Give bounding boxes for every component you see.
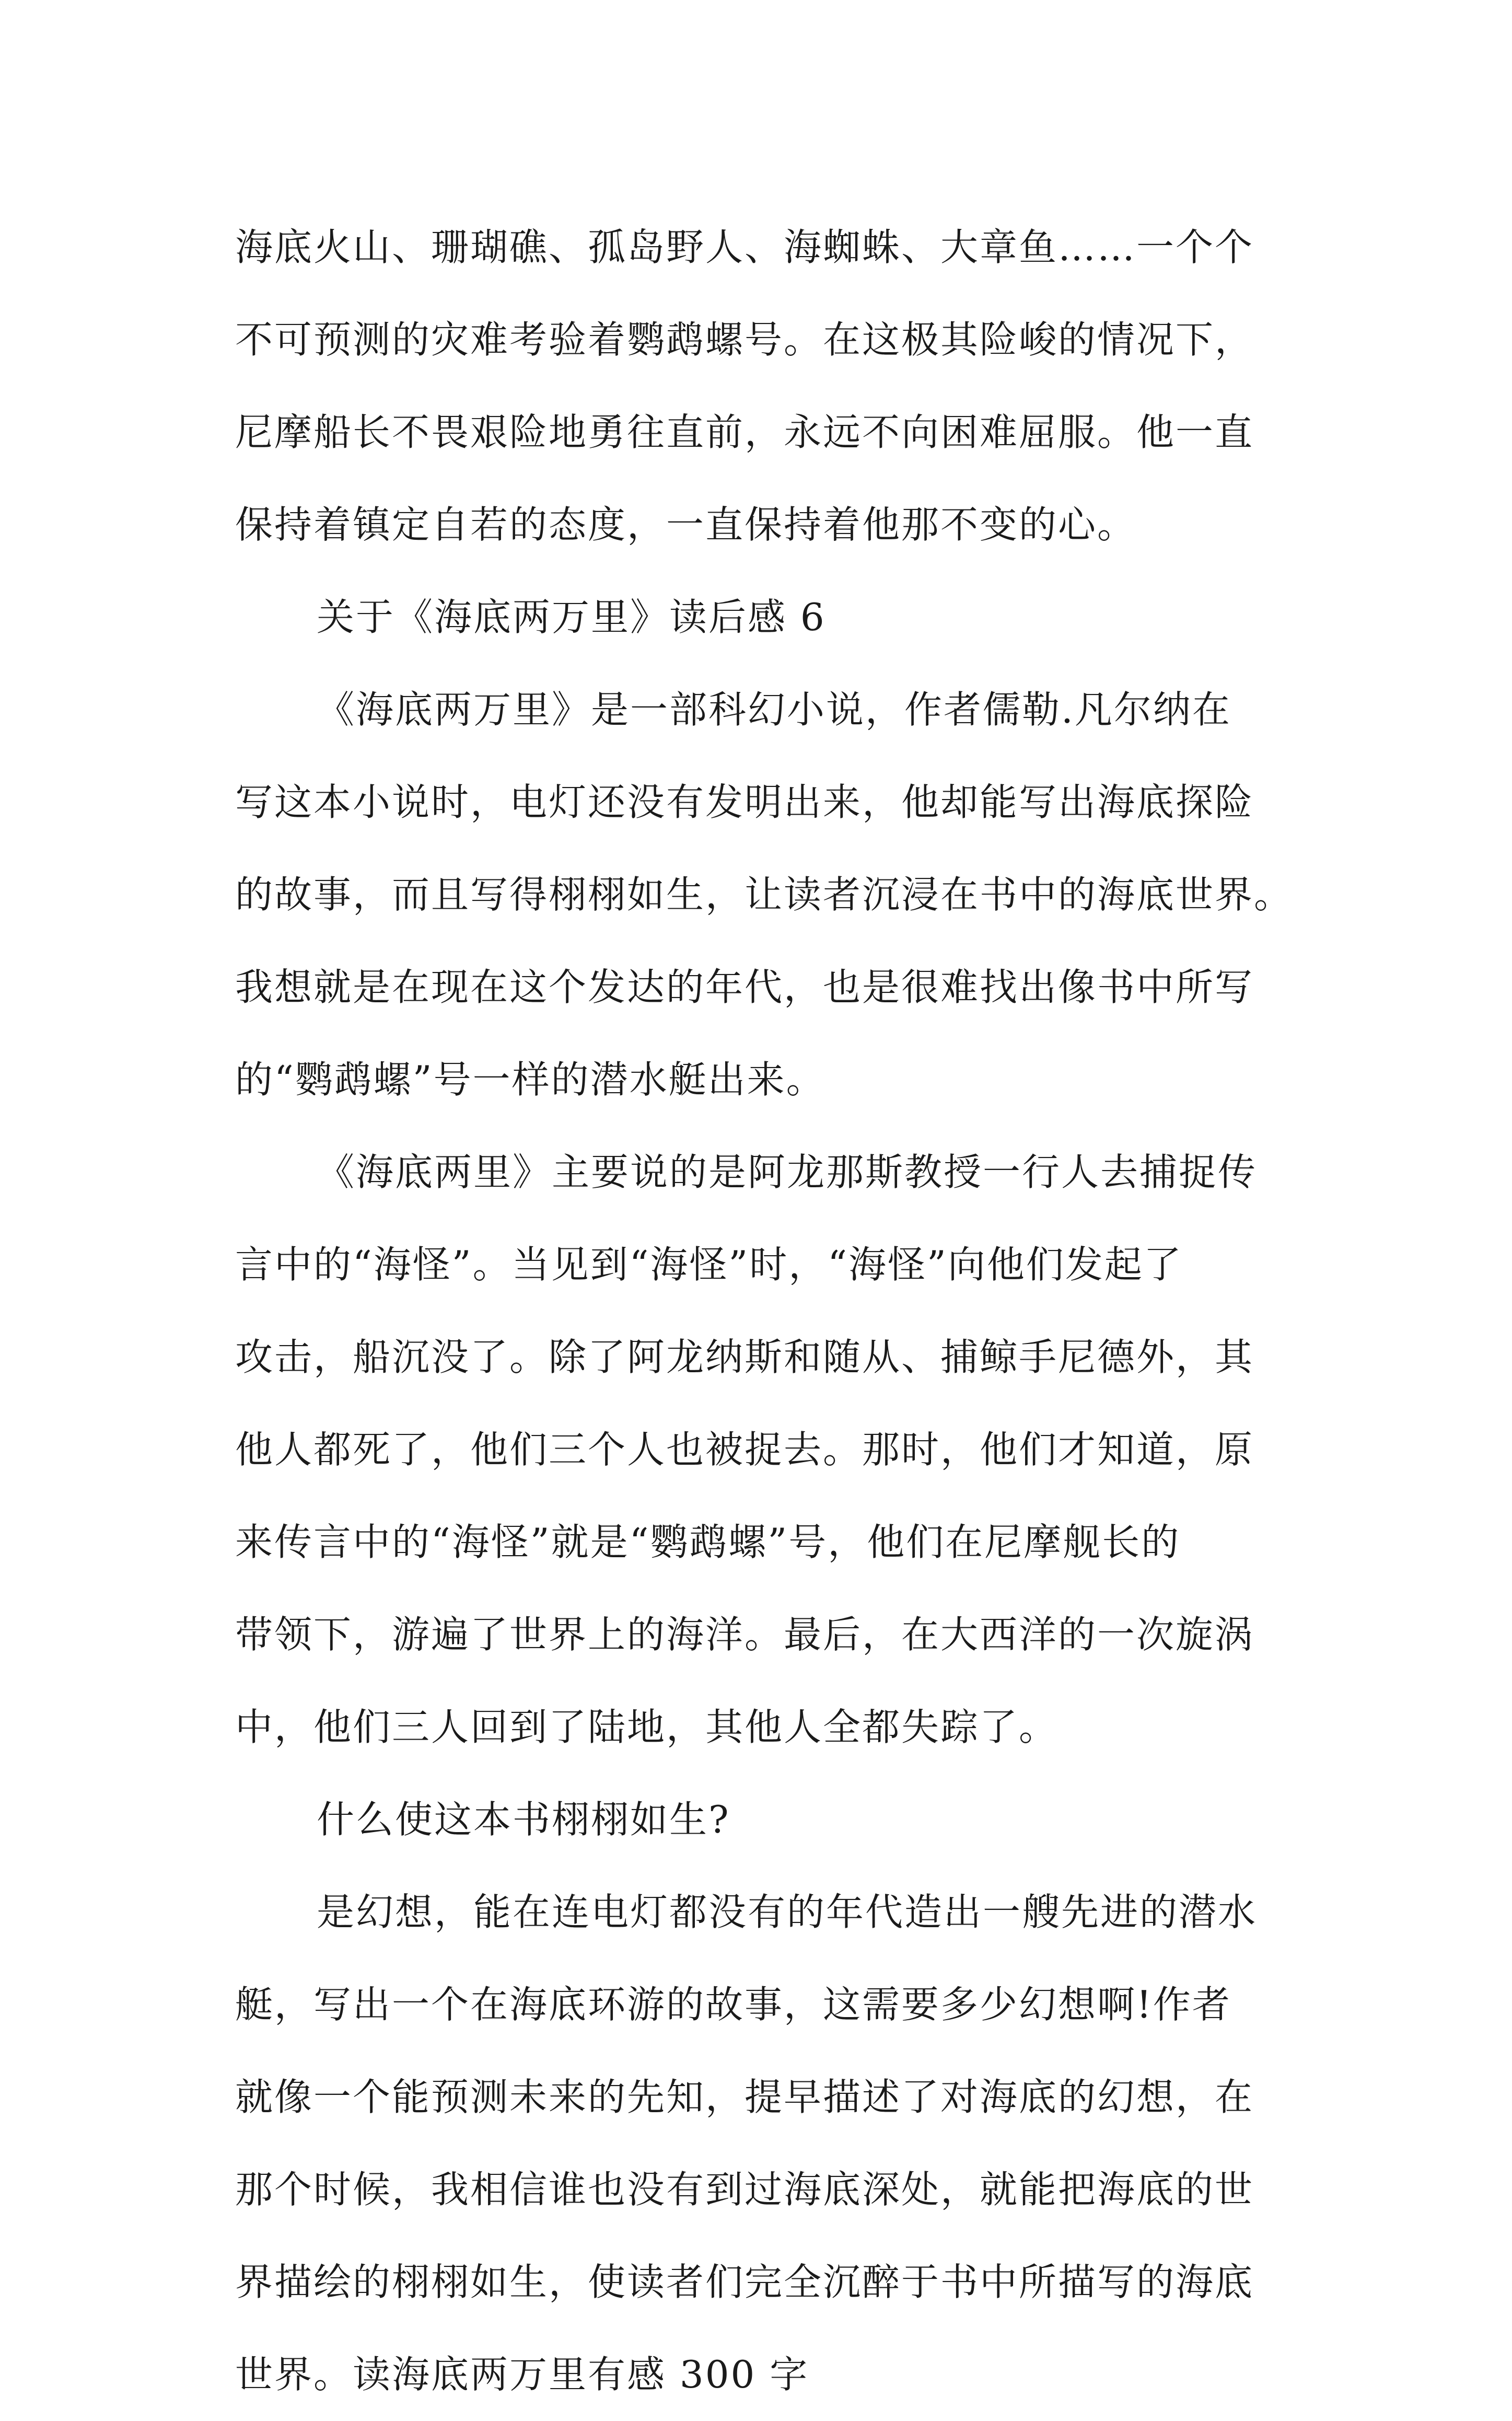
text-line: 什么使这本书栩栩如生? (317, 1798, 730, 1841)
section-heading: 关于《海底两万里》读后感 6 (317, 595, 826, 639)
text-line: 言中的“海怪”。当见到“海怪”时，“海怪”向他们发起了 (235, 1243, 1183, 1287)
text-line: 《海底两里》主要说的是阿龙那斯教授一行人去捕捉传 (317, 1150, 1258, 1194)
text-line: 来传言中的“海怪”就是“鹦鹉螺”号，他们在尼摩舰长的 (235, 1520, 1181, 1564)
text-line: 中，他们三人回到了陆地，其他人全都失踪了。 (235, 1705, 1059, 1749)
text-line: 他人都死了，他们三个人也被捉去。那时，他们才知道，原 (235, 1428, 1254, 1472)
text-line: 世界。读海底两万里有感 300 字 (235, 2353, 809, 2396)
document-body (235, 201, 1301, 2421)
text-line: 攻击，船沉没了。除了阿龙纳斯和随从、捕鲸手尼德外，其 (235, 1335, 1254, 1379)
text-line: 那个时候，我相信谁也没有到过海底深处，就能把海底的世 (235, 2168, 1254, 2211)
text-line: 尼摩船长不畏艰险地勇往直前，永远不向困难屈服。他一直 (235, 410, 1254, 454)
text-line: 界描绘的栩栩如生，使读者们完全沉醉于书中所描写的海底 (235, 2260, 1254, 2304)
text-line: 是幻想，能在连电灯都没有的年代造出一艘先进的潜水 (317, 1890, 1258, 1934)
text-line: 保持着镇定自若的态度，一直保持着他那不变的心。 (235, 503, 1137, 547)
text-line: 就像一个能预测未来的先知，提早描述了对海底的幻想，在 (235, 2075, 1254, 2119)
text-line: 的故事，而且写得栩栩如生，让读者沉浸在书中的海底世界。 (235, 873, 1294, 917)
text-line: 带领下，游遍了世界上的海洋。最后，在大西洋的一次旋涡 (235, 1613, 1254, 1657)
text-line: 我想就是在现在这个发达的年代，也是很难找出像书中所写 (235, 965, 1254, 1009)
text-line: 《海底两万里》是一部科幻小说，作者儒勒.凡尔纳在 (317, 688, 1231, 732)
text-line: 写这本小说时，电灯还没有发明出来，他却能写出海底探险 (235, 780, 1254, 824)
text-line: 的“鹦鹉螺”号一样的潜水艇出来。 (235, 1058, 825, 1102)
text-line: 不可预测的灾难考验着鹦鹉螺号。在这极其险峻的情况下， (235, 318, 1254, 362)
text-line: 艇，写出一个在海底环游的故事，这需要多少幻想啊!作者 (235, 1983, 1231, 2026)
text-line: 海底火山、珊瑚礁、孤岛野人、海蜘蛛、大章鱼……一个个 (235, 225, 1254, 269)
